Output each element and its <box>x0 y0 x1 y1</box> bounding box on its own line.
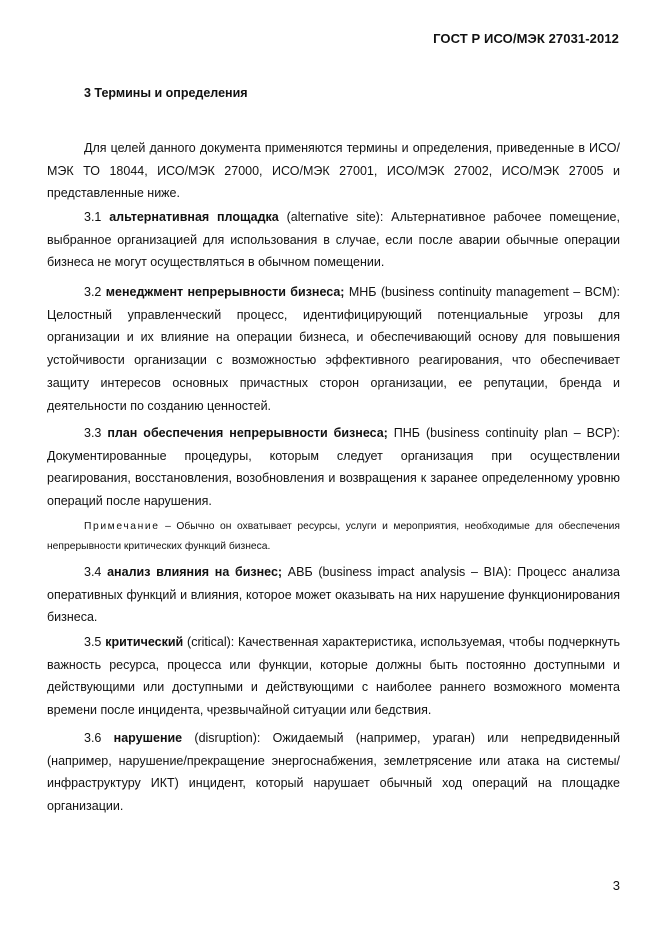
term-number: 3.3 <box>84 426 102 440</box>
term-number: 3.4 <box>84 565 102 579</box>
term-name: альтернативная площадка <box>109 210 279 224</box>
note-text: – Обычно он охватывает ресурсы, услуги и мероприятия, необходимые для обеспечения непрерывности критических функций бизнеса. <box>47 521 620 552</box>
term-name: менеджмент непрерывности бизнеса; <box>105 285 345 299</box>
term-name: анализ влияния на бизнес; <box>107 565 283 579</box>
term-definition-3-6 <box>47 727 620 818</box>
term-definition-text: (critical): Качественная характеристика, используемая, чтобы подчеркнуть важность ресурса, процесса или функции, которые должны быть постоянно доступными и действующими или доступными и действующими с наиболее раннего возможного момента времени после инцидента, чрезвычайной ситуации или бедствия. <box>47 635 620 718</box>
note-paragraph <box>47 517 620 557</box>
term-definition-text: МНБ (business continuity management – BCM): Целостный управленческий процесс, идентифицирующий потенциальные угрозы для организации и их влияние на операции бизнеса, и обеспечивающий основу для повышения устойчивости организации с возможностью эффективного реагирования, что обеспечивает защиту интересов основных причастных сторон организации, ее репутации, бренда и деятельности по созданию ценностей. <box>47 285 620 413</box>
term-definition-text: АВБ (business impact analysis – BIA): Процесс анализа оперативных функций и влияния, которое может оказывать на них нарушение функционирования бизнеса. <box>47 565 620 625</box>
term-number: 3.1 <box>84 210 102 224</box>
term-name: критический <box>105 635 184 649</box>
section-title: 3 Термины и определения <box>84 86 248 100</box>
term-definition-3-4 <box>47 561 620 629</box>
term-definition-text: (alternative site): Альтернативное рабочее помещение, выбранное организацией для использования в случае, если после аварии обычные операции бизнеса не могут осуществляться в обычном помещении. <box>47 210 620 270</box>
term-definition-3-1 <box>47 206 620 274</box>
page-number: 3 <box>612 878 620 893</box>
term-name: план обеспечения непрерывности бизнеса; <box>107 426 388 440</box>
intro-paragraph: Для целей данного документа применяются термины и определения, приведенные в ИСО/МЭК ТО 18044, ИСО/МЭК 27000, ИСО/МЭК 27001, ИСО/МЭК 27002, ИСО/МЭК 27005 и представленные ниже. <box>47 141 620 201</box>
term-definition-3-5 <box>47 631 620 722</box>
note-label: Примечание <box>84 521 160 532</box>
term-number: 3.5 <box>84 635 102 649</box>
term-number: 3.2 <box>84 285 102 299</box>
term-number: 3.6 <box>84 731 102 745</box>
term-definition-text: ПНБ (business continuity plan – BCP): Документированные процедуры, которым следует организация при осуществлении реагирования, восстановления, возобновления и возвращения к заранее определенному уровню операций после нарушения. <box>47 426 620 509</box>
term-name: нарушение <box>113 731 183 745</box>
term-definition-3-2 <box>47 281 620 417</box>
term-definition-3-3 <box>47 422 620 513</box>
document-code-header: ГОСТ Р ИСО/МЭК 27031-2012 <box>433 31 619 46</box>
term-definition-text: (disruption): Ожидаемый (например, ураган) или непредвиденный (например, нарушение/прекращение энергоснабжения, землетрясение или атака на системы/инфраструктуру ИКТ) инцидент, который нарушает обычный ход операций на площадке организации. <box>47 731 620 814</box>
